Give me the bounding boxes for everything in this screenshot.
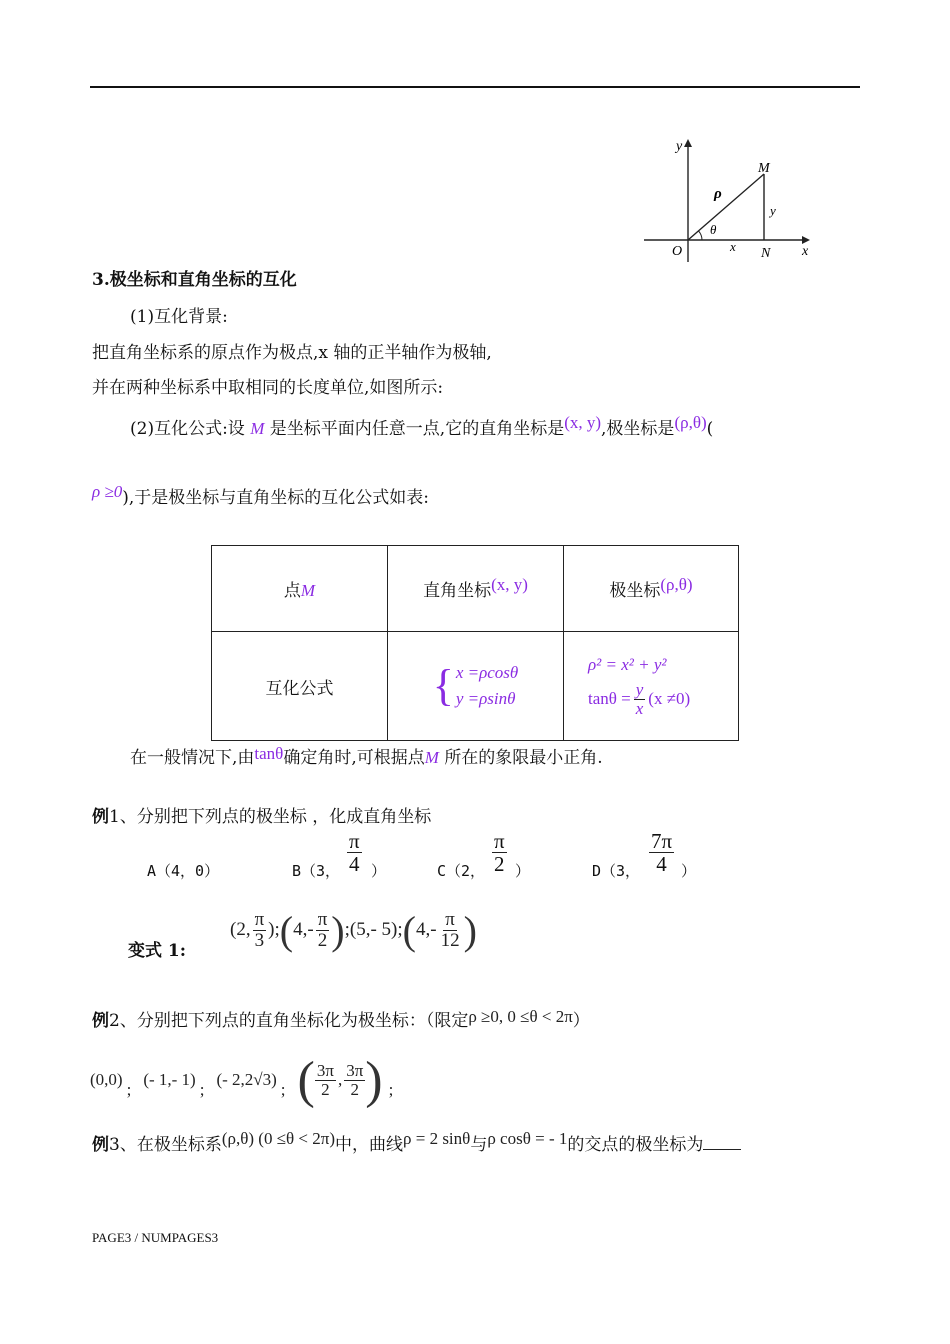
ex2-label: 例	[92, 1011, 109, 1031]
ex2-point-3: (- 2,2√3)	[216, 1070, 277, 1089]
rect-formula-x: x =ρcosθ	[455, 663, 519, 682]
ex3-d: 的交点的极坐标为	[567, 1135, 704, 1155]
rho-condition: ρ ≥0	[92, 482, 123, 501]
ex2-p4-n1: 3π	[316, 1060, 334, 1080]
variant-1-points	[230, 906, 477, 954]
ex2-p4-n2: 3π	[346, 1060, 364, 1080]
fig-origin-label: O	[672, 244, 683, 259]
ex3-curve-2: ρ cosθ = - 1	[487, 1129, 568, 1148]
header-point-m: M	[300, 581, 316, 600]
ex1-c-num: π	[494, 829, 505, 853]
header-polar-label: 极坐标	[609, 581, 661, 601]
fig-m-label: M	[758, 161, 770, 176]
var1-p4-open: (	[402, 907, 416, 953]
page-footer: PAGE3 / NUMPAGES3	[92, 1230, 219, 1245]
ex2-point-2: (- 1,- 1)	[143, 1070, 196, 1089]
ex1-text: 1、分别把下列点的极坐标 ，化成直角坐标	[109, 807, 432, 827]
table-header-rect	[388, 546, 564, 632]
conversion-table	[211, 545, 739, 741]
header-polar-rt: (ρ,θ)	[660, 575, 693, 594]
note-line	[130, 744, 603, 769]
var1-p1-pre: (2,	[230, 919, 251, 940]
ex1-point-b-frac	[347, 830, 362, 875]
example-2-points	[90, 1052, 393, 1108]
tan-den: x	[635, 698, 644, 718]
table-header-polar	[564, 546, 739, 632]
ex1-c-den: 2	[494, 852, 505, 877]
fig-n-label: N	[761, 246, 771, 261]
tan-num: y	[635, 679, 644, 699]
formula-intro-line-2	[92, 482, 430, 509]
var1-p2-num: π	[317, 908, 328, 930]
table-row-label: 互化公式	[212, 632, 388, 741]
ex2-p4-frac1	[315, 1062, 336, 1099]
tan-theta-eq: tanθ =	[588, 689, 631, 708]
ex3-c: 与	[470, 1135, 488, 1155]
ex2-sep-1: ;	[126, 1080, 132, 1099]
polar-formula-tan	[588, 681, 738, 718]
note-m: M	[424, 748, 439, 767]
header-rect-xy: (x, y)	[491, 575, 528, 594]
header-rect-label: 直角坐标	[423, 581, 492, 601]
ex1-point-c-pre: C（2，	[437, 862, 486, 880]
ex1-point-a: A（4，0）	[147, 862, 220, 880]
x-axis-arrow	[802, 236, 810, 244]
var1-p4-num: π	[445, 908, 455, 930]
table-header-point	[212, 546, 388, 632]
ex2-p4-d2: 2	[350, 1079, 359, 1099]
table-polar-formula	[564, 632, 739, 741]
var1-p2-close: )	[331, 907, 345, 953]
ex2-p4-frac2	[344, 1062, 365, 1099]
ex2-condition: ρ ≥0, 0 ≤θ < 2π	[468, 1007, 573, 1026]
var1-p3: ;(5,- 5);	[344, 919, 403, 940]
example-3-line	[92, 1129, 741, 1156]
formula-intro-a: (2)互化公式:设	[130, 419, 245, 439]
ex1-point-d-post: ）	[681, 862, 697, 880]
ex1-d-den: 4	[656, 852, 667, 877]
var1-p4-close: )	[463, 907, 477, 953]
ex3-label: 例	[92, 1135, 109, 1155]
ex2-sep-3: ;	[280, 1080, 286, 1099]
ex2-point-1: (0,0)	[90, 1070, 123, 1089]
ex3-curve-1: ρ = 2 sinθ	[403, 1129, 471, 1148]
rect-coord: (x, y)	[564, 413, 602, 432]
ex1-d-num: 7π	[651, 829, 673, 853]
fig-y-segment-label: y	[770, 203, 776, 218]
var1-p2-open: (	[279, 907, 294, 953]
formula-intro-d: (	[706, 419, 714, 439]
header-point-label: 点	[283, 581, 301, 601]
polar-coordinate-figure	[640, 130, 820, 265]
var1-p1-den: 3	[254, 929, 265, 951]
ex3-b: 中，曲线	[335, 1135, 403, 1155]
ex1-point-b-post: ）	[371, 862, 387, 880]
header-rule	[90, 86, 860, 88]
var1-p2-pre: 4,-	[293, 919, 314, 940]
theta-arc	[699, 231, 702, 240]
note-a: 在一般情况下,由	[130, 748, 255, 768]
table-rect-formula	[388, 632, 564, 741]
formula-intro-e: ),于是极坐标与直角坐标的互化公式如表:	[122, 488, 430, 508]
example-2-heading	[92, 1007, 590, 1032]
var1-p1-num: π	[254, 908, 265, 930]
var1-p4-den: 12	[440, 929, 460, 951]
ex1-point-d-frac	[649, 830, 674, 875]
var1-p4-frac	[439, 910, 462, 951]
formula-intro-line	[130, 413, 714, 440]
ex2-close: ）	[572, 1011, 590, 1031]
example-1-heading	[92, 806, 431, 828]
background-line-2: 并在两种坐标系中取相同的长度单位,如图所示:	[92, 378, 444, 398]
note-tan: tanθ	[254, 744, 284, 763]
fig-rho-label: ρ	[714, 186, 722, 202]
var1-p1-post: );	[268, 919, 280, 940]
ex1-point-c-frac	[492, 830, 507, 875]
var1-p2-den: 2	[317, 929, 328, 951]
ex2-p4-comma: ,	[337, 1070, 343, 1089]
y-axis-arrow	[684, 139, 692, 147]
ex1-point-c-post: ）	[515, 862, 531, 880]
ex1-point-b-pre: B（3，	[292, 862, 341, 880]
ex3-answer-blank	[703, 1135, 741, 1150]
ex3-a: 3、在极坐标系	[109, 1135, 222, 1155]
fig-y-label: y	[676, 139, 683, 154]
ex3-system: (ρ,θ) (0 ≤θ < 2π)	[221, 1129, 335, 1148]
note-b: 确定角时,可根据点	[283, 748, 425, 768]
brace: {	[432, 661, 454, 710]
background-heading: (1)互化背景:	[130, 307, 228, 327]
radius-line	[688, 174, 764, 240]
background-line-1: 把直角坐标系的原点作为极点,x 轴的正半轴作为极轴,	[92, 343, 492, 363]
ex1-label: 例	[92, 807, 109, 827]
ex2-text: 2、分别把下列点的直角坐标化为极坐标：（限定	[109, 1011, 469, 1031]
var1-p4-pre: 4,-	[415, 919, 437, 940]
ex2-p4-d1: 2	[321, 1079, 330, 1099]
var1-p1-frac	[253, 910, 267, 951]
ex1-point-d-pre: D（3，	[592, 862, 641, 880]
tan-condition: (x ≠0)	[648, 689, 691, 708]
rect-formula-y: y =ρsinθ	[455, 689, 516, 708]
point-m: M	[250, 419, 265, 438]
tan-fraction	[634, 681, 646, 718]
polar-formula-rho: ρ² = x² + y²	[588, 654, 667, 674]
ex2-p4-close: )	[365, 1051, 383, 1109]
ex2-sep-2: ;	[199, 1080, 205, 1099]
polar-coord: (ρ,θ)	[674, 413, 707, 432]
fig-x-label: x	[802, 244, 809, 259]
ex1-b-den: 4	[349, 852, 360, 877]
fig-theta-label: θ	[710, 222, 717, 237]
note-c: 所在的象限最小正角.	[444, 748, 603, 768]
ex2-sep-4: ;	[388, 1080, 394, 1099]
section-title: 3.极坐标和直角坐标的互化	[92, 270, 297, 290]
formula-intro-c: ,极坐标是	[601, 419, 675, 439]
fig-x-segment-label: x	[730, 239, 736, 254]
var1-p2-frac	[316, 910, 330, 951]
ex2-p4-open: (	[297, 1051, 315, 1109]
ex1-b-num: π	[349, 829, 360, 853]
formula-intro-b: 是坐标平面内任意一点,它的直角坐标是	[269, 419, 565, 439]
variant-1-label: 变式 1:	[128, 941, 187, 961]
